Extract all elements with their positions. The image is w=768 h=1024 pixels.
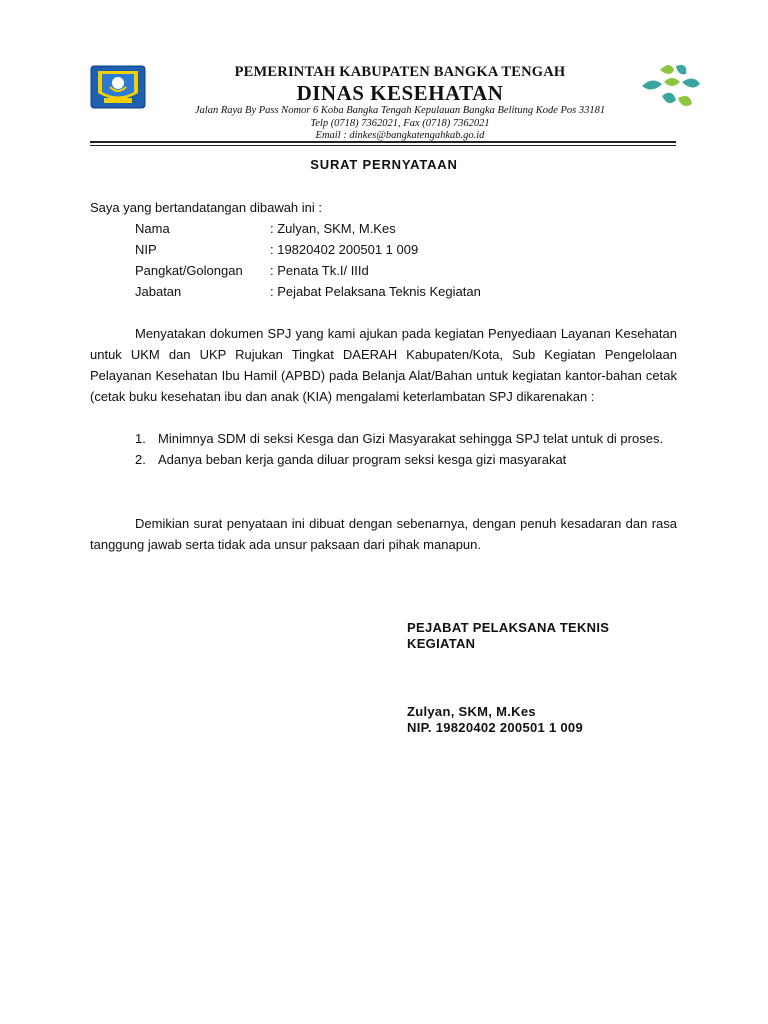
- closing-paragraph: Demikian surat penyataan ini dibuat dengan sebenarnya, dengan penuh kesadaran dan rasa tanggung jawab serta tidak ada unsur paksaan dari pihak manapun.: [90, 516, 677, 552]
- signatory-identity: [407, 704, 583, 736]
- field-value: : 19820402 200501 1 009: [270, 242, 419, 257]
- field-label: Jabatan: [135, 284, 182, 299]
- office-email: Email : dinkes@bangkatengahkab.go.id: [315, 130, 485, 141]
- office-phone: Telp (0718) 7362021, Fax (0718) 7362021: [310, 117, 490, 129]
- letterhead-divider-thick: [90, 141, 676, 143]
- signatory-name: Zulyan, SKM, M.Kes: [407, 704, 536, 719]
- identity-fields: [135, 218, 481, 302]
- field-row-position: [135, 281, 481, 302]
- signatory-title: [407, 620, 667, 652]
- reasons-list: [135, 428, 677, 470]
- signatory-title-line: PEJABAT PELAKSANA TEKNIS: [407, 620, 610, 635]
- field-label: NIP: [135, 242, 157, 257]
- list-number: 1.: [135, 431, 146, 446]
- signatory-nip: NIP. 19820402 200501 1 009: [407, 720, 583, 735]
- list-text: Minimnya SDM di seksi Kesga dan Gizi Masyarakat sehingga SPJ telat untuk di proses.: [158, 431, 664, 446]
- field-row-rank: [135, 260, 481, 281]
- letterhead: [150, 64, 650, 143]
- document-title: SURAT PERNYATAAN: [310, 157, 458, 172]
- letterhead-divider-thin: [90, 145, 676, 146]
- list-item: [135, 449, 677, 470]
- statement-paragraph: Menyatakan dokumen SPJ yang kami ajukan pada kegiatan Penyediaan Layanan Kesehatan untuk UKM dan UKP Rujukan Tingkat DAERAH Kabupaten/Kota, Sub Kegiatan Pengelolaan Pelayanan Kesehatan Ibu Hamil (APBD) pada Belanja Alat/Bahan untuk kegiatan kantor-bahan cetak (cetak buku kesehatan ibu dan anak (KIA) mengalami keterlambatan SPJ dikarenakan :: [90, 326, 677, 404]
- list-item: [135, 428, 677, 449]
- field-value: : Penata Tk.I/ IIId: [270, 263, 369, 278]
- signatory-title-line: KEGIATAN: [407, 636, 476, 651]
- regency-emblem-icon: [90, 65, 146, 109]
- government-name: PEMERINTAH KABUPATEN BANGKA TENGAH: [234, 64, 566, 80]
- field-value: : Zulyan, SKM, M.Kes: [270, 221, 396, 236]
- office-address: Jalan Raya By Pass Nomor 6 Koba Bangka Tengah Kepulauan Bangka Belitung Kode Pos 33181: [194, 105, 606, 116]
- field-label: Pangkat/Golongan: [135, 263, 243, 278]
- department-name: DINAS KESEHATAN: [296, 81, 504, 105]
- list-number: 2.: [135, 452, 146, 467]
- field-value: : Pejabat Pelaksana Teknis Kegiatan: [270, 284, 481, 299]
- intro-statement: Saya yang bertandatangan dibawah ini :: [90, 200, 323, 215]
- health-ministry-logo-icon: [640, 60, 702, 112]
- field-label: Nama: [135, 221, 170, 236]
- list-text: Adanya beban kerja ganda diluar program seksi kesga gizi masyarakat: [158, 452, 567, 467]
- field-row-name: [135, 218, 481, 239]
- field-row-nip: [135, 239, 481, 260]
